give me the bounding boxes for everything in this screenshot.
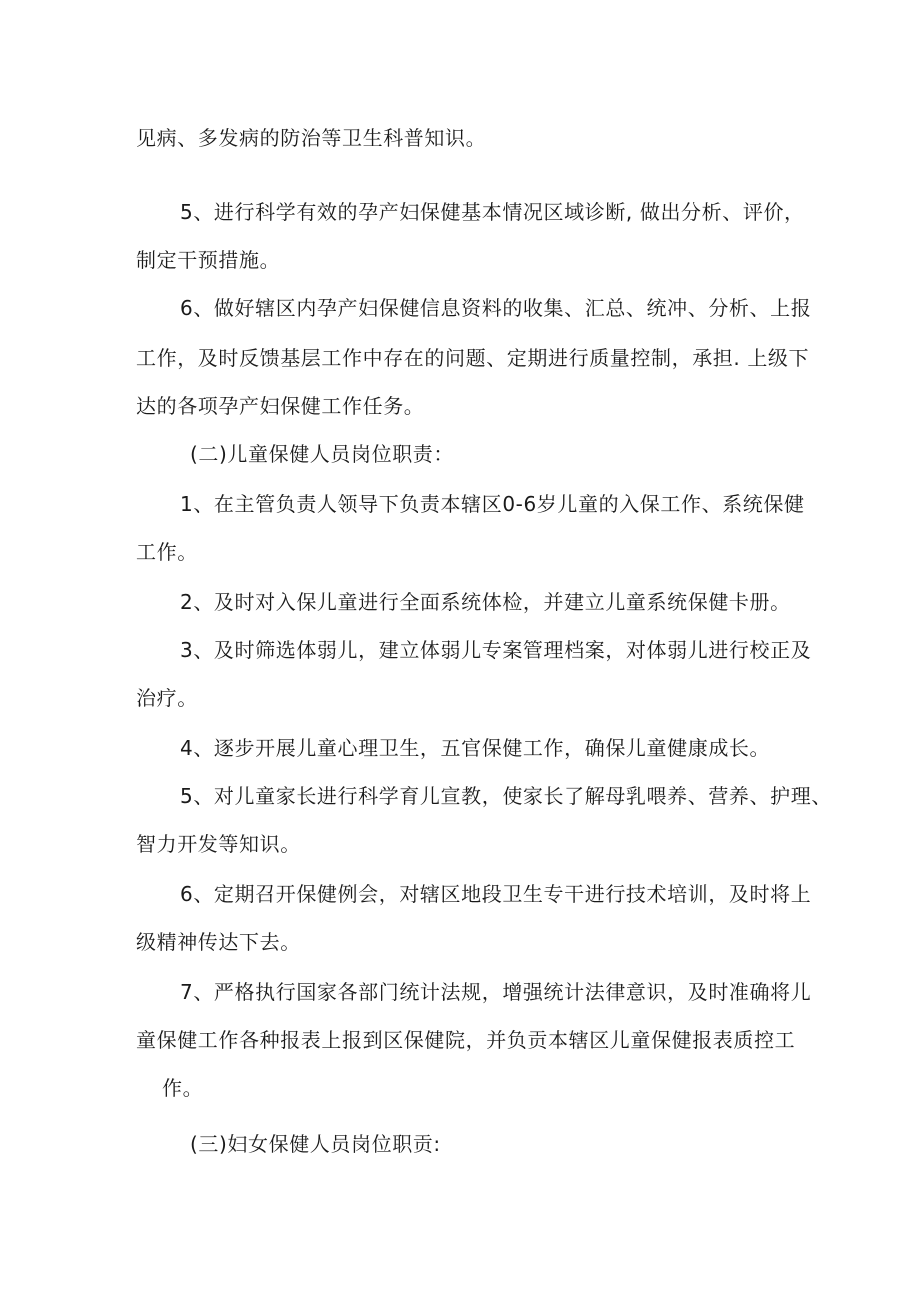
text-line: 3、及时筛选体弱儿，建立体弱儿专案管理档案，对体弱儿进行校正及: [180, 638, 812, 662]
text-line: 作。: [162, 1076, 204, 1100]
text-line: 治疗。: [136, 686, 198, 710]
text-line: 级精神传达下去。: [136, 930, 301, 954]
text-line: 见病、多发病的防治等卫生科普知识。: [136, 126, 487, 150]
text-line: 智力开发等知识。: [136, 832, 301, 856]
text-line: 6、定期召开保健例会，对辖区地段卫生专干进行技术培训，及时将上: [180, 882, 812, 906]
text-line: 达的各项孕产妇保健工作任务。: [136, 394, 425, 418]
text-line: 6、做好辖区内孕产妇保健信息资料的收集、汇总、统冲、分析、上报: [180, 296, 812, 320]
section-heading: (三)妇女保健人员岗位职贡:: [190, 1132, 441, 1156]
text-line: 2、及时对入保儿童进行全面系统体检，并建立儿童系统保健卡册。: [180, 590, 791, 614]
text-line: 1、在主管负责人领导下负责本辖区0-6岁儿童的入保工作、系统保健: [180, 492, 805, 516]
text-line: 7、严格执行国家各部门统计法规，增强统计法律意识，及时准确将儿: [180, 980, 812, 1004]
section-heading: (二)儿童保健人员岗位职责：: [190, 442, 455, 466]
text-line: 4、逐步开展儿童心理卫生，五官保健工作，确保儿童健康成长。: [180, 736, 771, 760]
text-line: 工作，及时反馈基层工作中存在的问题、定期进行质量控制，承担. 上级下: [136, 346, 810, 370]
text-line: 制定干预措施。: [136, 248, 281, 272]
text-line: 5、对儿童家长进行科学育儿宣教，使家长了解母乳喂养、营养、护理、: [180, 784, 832, 808]
text-line: 5、进行科学有效的孕产妇保健基本情况区域诊断, 做出分析、评价，: [180, 200, 805, 224]
text-line: 童保健工作各种报表上报到区保健院，并负贡本辖区儿童保健报表质控工: [136, 1028, 796, 1052]
text-line: 工作。: [136, 540, 198, 564]
